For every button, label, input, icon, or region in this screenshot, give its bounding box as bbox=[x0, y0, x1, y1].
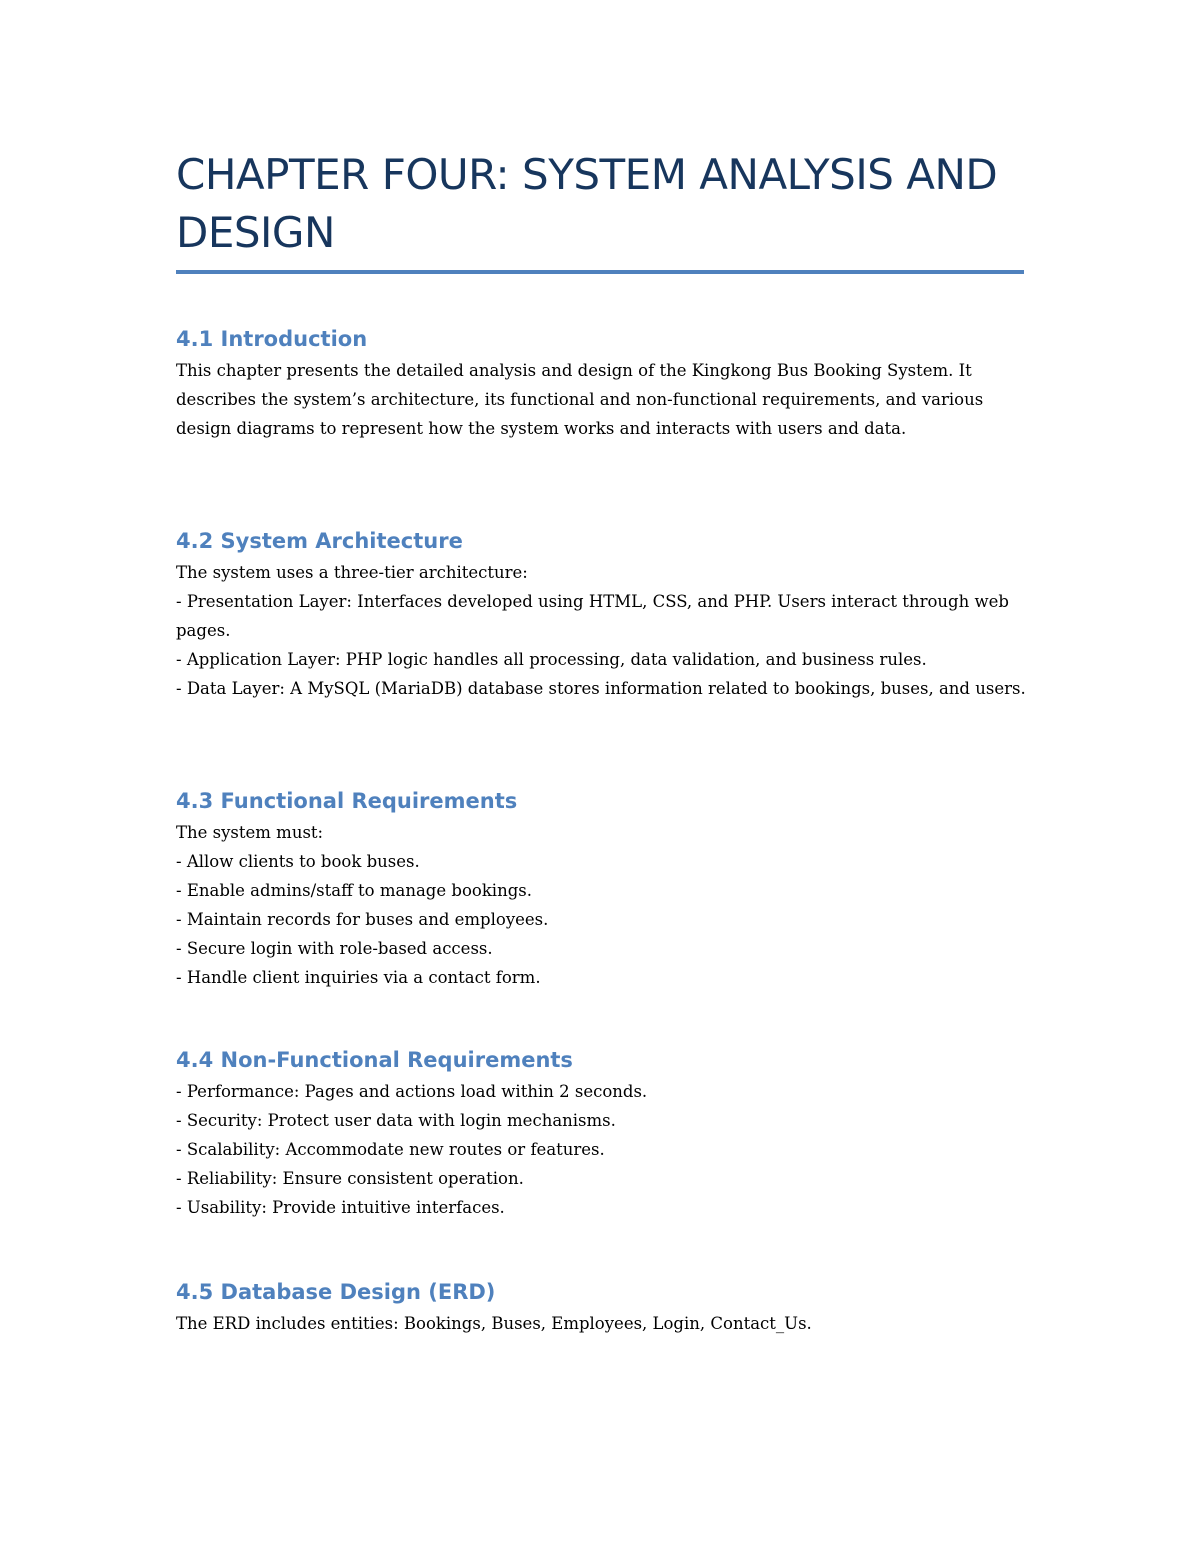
list-item: - Application Layer: PHP logic handles all processing, data validation, and business rules. bbox=[176, 650, 927, 669]
list-item: - Handle client inquiries via a contact form. bbox=[176, 968, 541, 987]
list-item: - Usability: Provide intuitive interfaces. bbox=[176, 1198, 505, 1217]
list-item: - Enable admins/staff to manage bookings. bbox=[176, 881, 532, 900]
list-item: - Performance: Pages and actions load within 2 seconds. bbox=[176, 1082, 648, 1101]
section-heading: 4.3 Functional Requirements bbox=[176, 789, 518, 813]
list-item: - Allow clients to book buses. bbox=[176, 852, 420, 871]
title-underline bbox=[176, 270, 1024, 274]
list-item: - Reliability: Ensure consistent operation. bbox=[176, 1169, 524, 1188]
chapter-title: CHAPTER FOUR: SYSTEM ANALYSIS AND DESIGN bbox=[176, 150, 998, 257]
section-intro: The system must: bbox=[176, 823, 324, 842]
section-heading: 4.1 Introduction bbox=[176, 327, 368, 351]
section-non-functional-requirements bbox=[176, 1045, 1036, 1222]
list-item: - Data Layer: A MySQL (MariaDB) database stores information related to bookings, buses, and users. bbox=[176, 679, 1026, 698]
section-system-architecture bbox=[176, 526, 1036, 703]
section-heading: 4.5 Database Design (ERD) bbox=[176, 1280, 496, 1304]
section-paragraph: The ERD includes entities: Bookings, Buses, Employees, Login, Contact_Us. bbox=[176, 1314, 812, 1333]
section-introduction bbox=[176, 324, 1036, 443]
section-paragraph: This chapter presents the detailed analysis and design of the Kingkong Bus Booking System. It describes the system’s architecture, its functional and non-functional requirements, and various design diagrams to represent how the system works and interacts with users and data. bbox=[176, 361, 984, 438]
list-item: - Secure login with role-based access. bbox=[176, 939, 493, 958]
section-heading: 4.2 System Architecture bbox=[176, 529, 463, 553]
section-functional-requirements bbox=[176, 786, 1036, 992]
section-heading: 4.4 Non-Functional Requirements bbox=[176, 1048, 573, 1072]
section-intro: The system uses a three-tier architecture: bbox=[176, 563, 528, 582]
list-item: - Presentation Layer: Interfaces developed using HTML, CSS, and PHP. Users interact through web pages. bbox=[176, 592, 1009, 640]
section-database-design bbox=[176, 1277, 1036, 1338]
list-item: - Security: Protect user data with login mechanisms. bbox=[176, 1111, 616, 1130]
list-item: - Scalability: Accommodate new routes or features. bbox=[176, 1140, 605, 1159]
list-item: - Maintain records for buses and employees. bbox=[176, 910, 549, 929]
